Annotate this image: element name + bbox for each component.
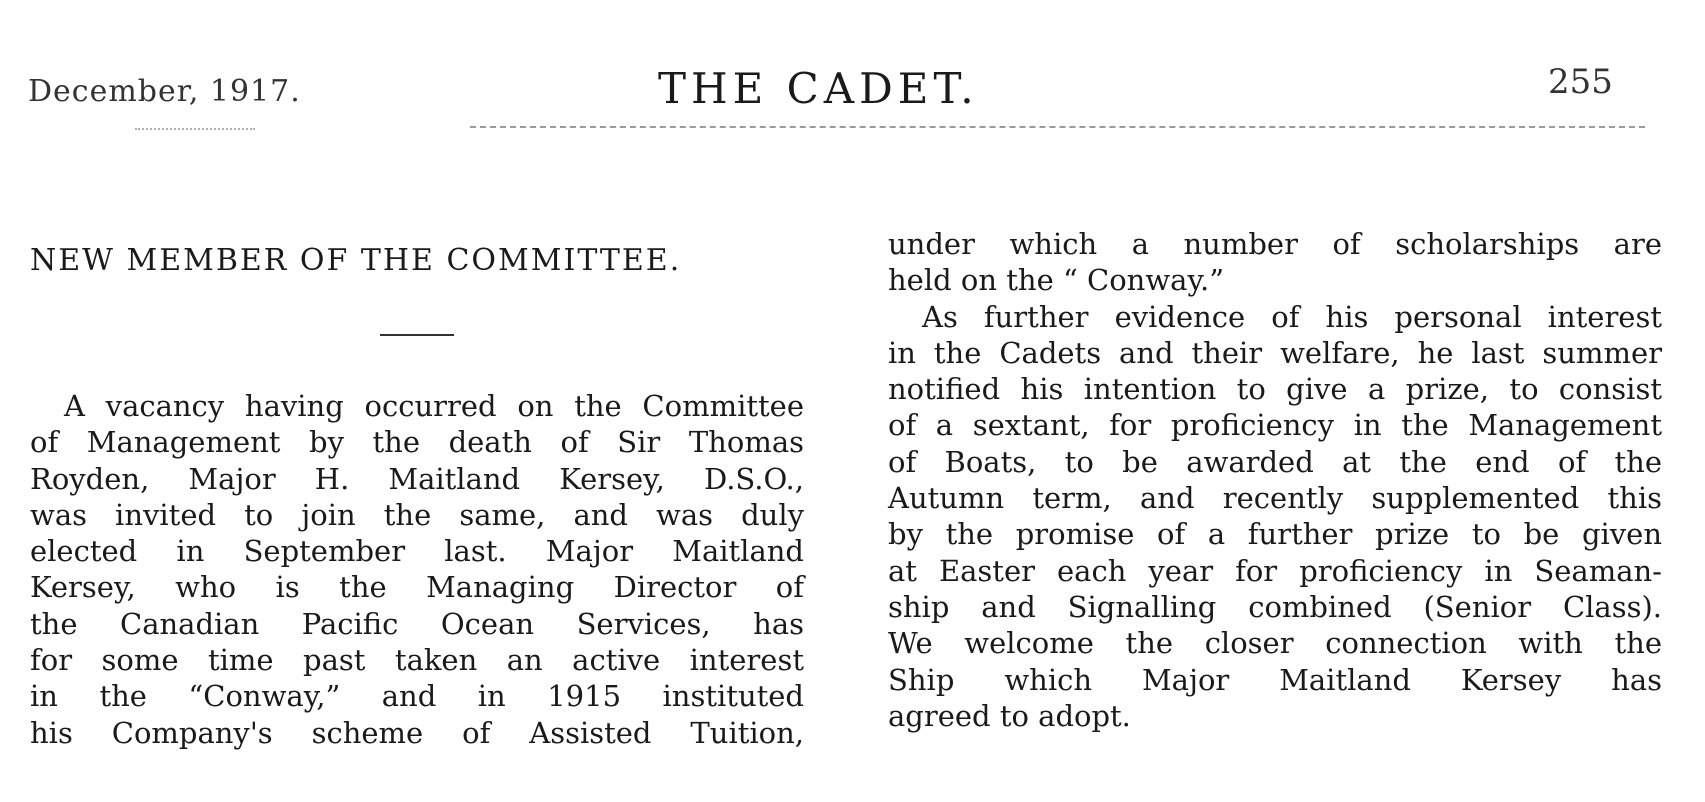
- text-line: of Management by the death of Sir Thomas: [30, 425, 804, 460]
- text-line: the Canadian Pacific Ocean Services, has: [30, 606, 804, 641]
- text-line: ship and Signalling combined (Senior Class).: [888, 589, 1662, 624]
- text-line: We welcome the closer connection with the: [888, 626, 1662, 661]
- text-line: for some time past taken an active interest: [30, 643, 804, 678]
- text-line: his Company's scheme of Assisted Tuition,: [30, 715, 804, 750]
- page-number: 255: [1548, 62, 1613, 102]
- text-line: in the “Conway,” and in 1915 instituted: [30, 679, 804, 714]
- text-line: by the promise of a further prize to be given: [888, 517, 1662, 552]
- text-line: Royden, Major H. Maitland Kersey, D.S.O.,: [30, 461, 804, 496]
- paragraph-1-continued: [888, 226, 1662, 299]
- text-line: of a sextant, for proficiency in the Management: [888, 408, 1662, 443]
- paragraph-2: [888, 299, 1662, 735]
- article-heading: NEW MEMBER OF THE COMMITTEE.: [30, 243, 682, 278]
- text-line: in the Cadets and their welfare, he last summer: [888, 335, 1662, 370]
- text-line: elected in September last. Major Maitland: [30, 534, 804, 569]
- text-line: Ship which Major Maitland Kersey has: [888, 662, 1662, 697]
- paragraph-1: [30, 388, 804, 751]
- running-header-title: THE CADET.: [658, 64, 979, 113]
- text-line: at Easter each year for proficiency in Seaman-: [888, 553, 1662, 588]
- text-line: was invited to join the same, and was duly: [30, 497, 804, 532]
- text-line: under which a number of scholarships are: [888, 227, 1662, 261]
- running-header-date: December, 1917.: [28, 74, 301, 109]
- text-line: Kersey, who is the Managing Director of: [30, 570, 804, 605]
- header-rule: [470, 126, 1645, 128]
- header-rule-left: [135, 128, 255, 130]
- right-column: [888, 226, 1662, 734]
- text-line: A vacancy having occurred on the Committee: [64, 389, 804, 423]
- text-line: Autumn term, and recently supplemented this: [888, 481, 1662, 516]
- text-line: agreed to adopt.: [888, 698, 1131, 733]
- heading-divider: [380, 334, 454, 336]
- text-line: notified his intention to give a prize, to consist: [888, 372, 1662, 407]
- text-line: held on the “ Conway.”: [888, 263, 1225, 298]
- text-line: of Boats, to be awarded at the end of the: [888, 444, 1662, 479]
- text-line: As further evidence of his personal interest: [922, 299, 1662, 334]
- left-column: [30, 238, 804, 750]
